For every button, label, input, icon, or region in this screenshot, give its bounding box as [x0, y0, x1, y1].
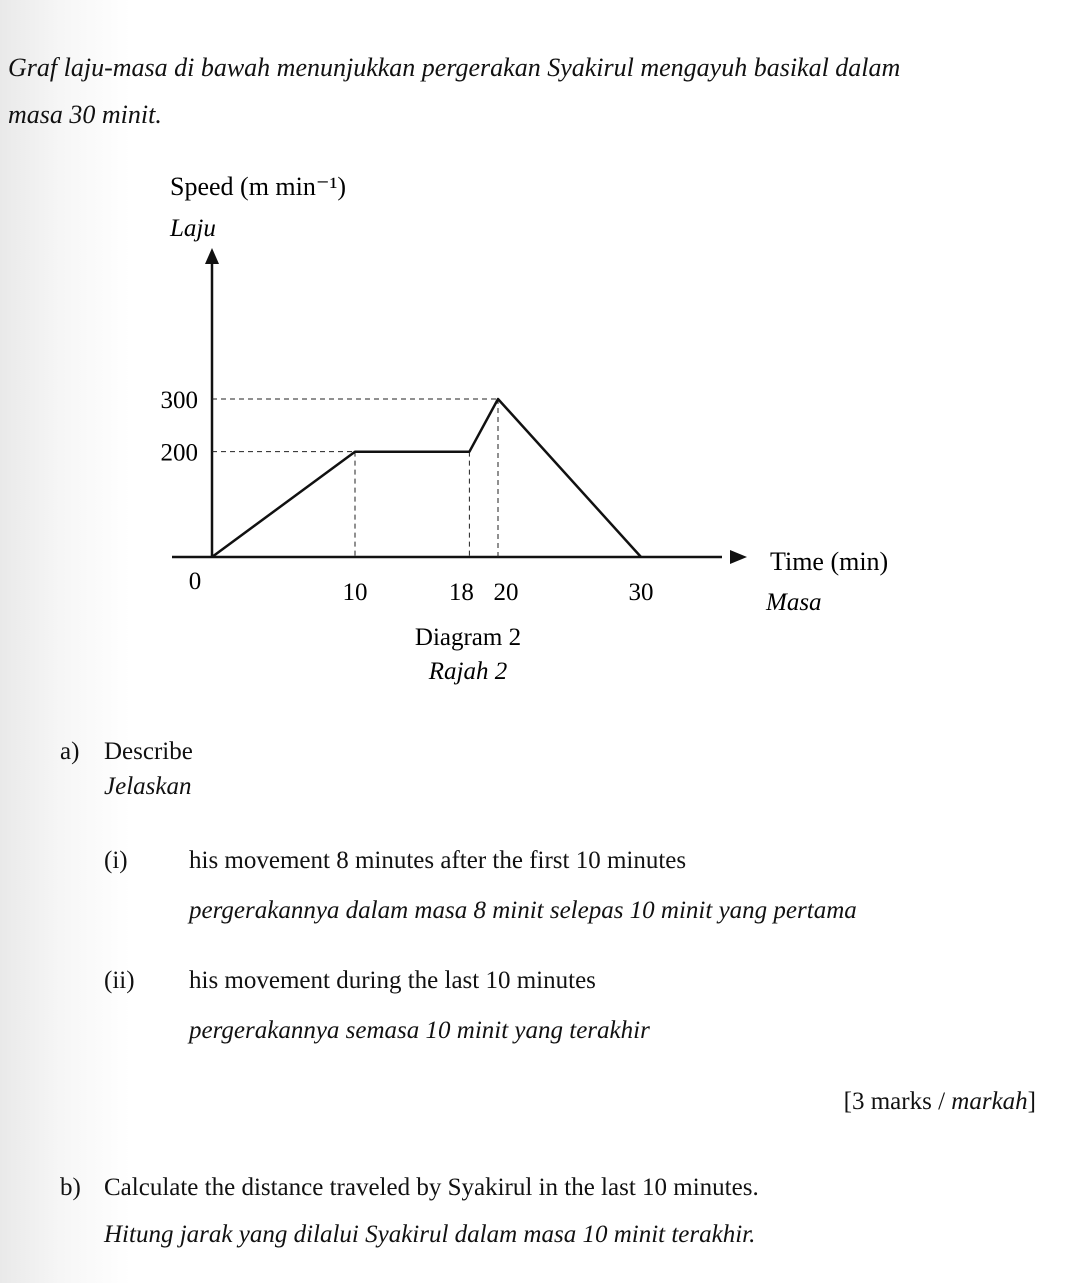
part-i-text: his movement 8 minutes after the first 10 minutes: [189, 847, 687, 874]
question-b-label: b): [60, 1174, 81, 1201]
x-axis-label-alt: Masa: [766, 589, 822, 616]
x-axis-label: Time (min): [770, 547, 889, 576]
question-b-text: Calculate the distance traveled by Syakirul in the last 10 minutes.: [104, 1174, 759, 1201]
question-b-text-alt: Hitung jarak yang dilalui Syakirul dalam masa 10 minit terakhir.: [104, 1221, 756, 1248]
x-axis-arrow: [730, 550, 747, 564]
question-a-title-alt: Jelaskan: [104, 773, 192, 800]
y-axis-label-alt: Laju: [170, 215, 216, 242]
question-a-label: a): [60, 738, 80, 765]
chart-caption-alt: Rajah 2: [428, 658, 508, 685]
axis-ticks: [161, 387, 654, 606]
speed-line: [212, 399, 641, 557]
part-ii-text: his movement during the last 10 minutes: [189, 967, 596, 994]
y-tick-label: 300: [160, 386, 198, 414]
part-ii-text-alt: pergerakannya semasa 10 minit yang terakhir: [189, 1017, 650, 1044]
part-ii-number: (ii): [104, 967, 135, 994]
part-i-number: (i): [104, 847, 128, 874]
intro-line-2: masa 30 minit.: [8, 100, 162, 129]
chart-caption: Diagram 2: [414, 624, 522, 651]
y-tick-label: 200: [160, 439, 198, 467]
intro-line-1: Graf laju-masa di bawah menunjukkan pergerakan Syakirul mengayuh basikal dalam: [8, 53, 901, 82]
x-tick-label: 20: [493, 579, 519, 606]
x-tick-label: 10: [342, 579, 368, 606]
speed-time-chart: [0, 160, 1084, 700]
x-tick-label: 0: [188, 568, 202, 595]
question-a-title: Describe: [104, 738, 193, 765]
part-i-text-alt: pergerakannya dalam masa 8 minit selepas 10 minit yang pertama: [189, 897, 857, 924]
x-tick-label: 18: [448, 579, 474, 606]
marks-note: [3 marks / markah]: [843, 1088, 1036, 1115]
y-axis-label: Speed (m min⁻¹): [170, 172, 347, 201]
x-tick-label: 30: [628, 579, 654, 606]
y-axis-arrow: [205, 248, 219, 264]
guide-lines: [212, 399, 498, 557]
